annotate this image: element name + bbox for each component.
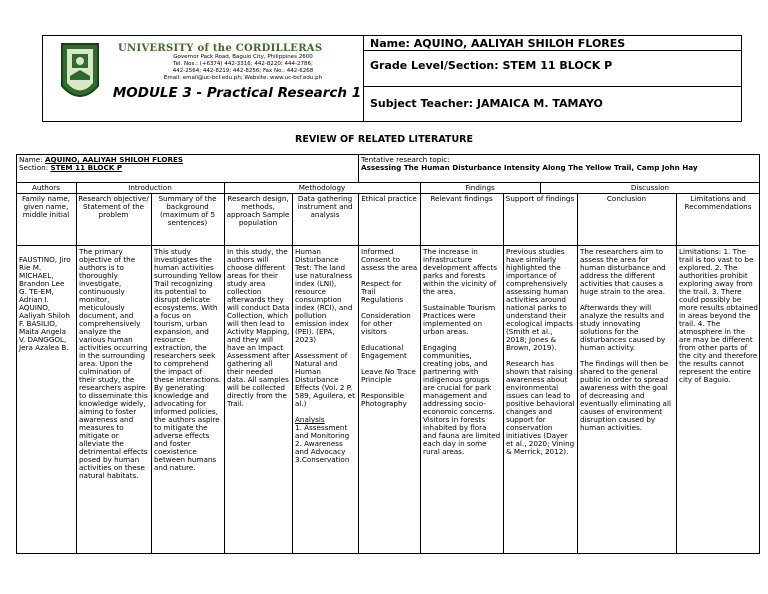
page-title: REVIEW OF RELATED LITERATURE bbox=[295, 134, 473, 145]
student-name: Name: AQUINO, AALIYAH SHILOH FLORES bbox=[370, 37, 626, 50]
address-line: Email: email@uc-bcf.edu.ph; Website: www.uc-bcf.edu.ph bbox=[163, 75, 323, 81]
header-divider bbox=[363, 35, 364, 122]
col-header: Limitations and Recommendations bbox=[684, 194, 752, 211]
name-info: Name: AQUINO, AALIYAH SHILOH FLORES bbox=[19, 155, 184, 164]
header-rule bbox=[363, 50, 742, 51]
col-header: Family name, given name, middle initial bbox=[21, 194, 71, 219]
relevant-findings-cell: The increase in infrastructure development affects parks and forests within the vicinity of the area. Sustainable Tourism Practices were implemented on urban areas. Engaging communities, creating jobs, and partnering with indigenous groups are crucial for park management and addressing socio-economic concerns. Visitors in forests inhabited by flora and fauna are limited each day in some rural areas. bbox=[423, 247, 501, 456]
col-header: Research objective/ Statement of the problem bbox=[78, 194, 149, 219]
objective-cell: The primary objective of the authors is to thoroughly investigate, continuously monitor, meticulously document, and comprehensively analyze the various human activities occurring in the surrounding area. Upon the culmination of their study, the researchers aspire to disseminate this knowledge widely, aiming to foster awareness and measures to mitigate or alleviate the detrimental effects posed by human activities on these natural habitats. bbox=[79, 247, 148, 480]
university-seal-icon bbox=[58, 40, 102, 108]
address-line: 442-2564; 442-8219; 442-8256; Fax No.: 442-6268 bbox=[172, 68, 314, 74]
address-line: Tel. Nos.: (+6374) 442-3316; 442-8220; 444-2786; bbox=[173, 61, 313, 67]
group-methodology: Methodology bbox=[298, 183, 346, 192]
group-authors: Authors bbox=[32, 183, 60, 192]
background-cell: This study investigates the human activities surrounding Yellow Trail recognizing its potential to disrupt delicate ecosystems. With a focus on tourism, urban expansion, and resource extraction, the researchers seek to comprehend the impact of these interactions. By generating knowledge and advocating for informed policies, the authors aspire to mitigate the adverse effects and foster coexistence between humans and nature. bbox=[154, 247, 222, 472]
limitations-cell: Limitations: 1. The trail is too vast to be explored. 2. The authorities prohibit exploring away from the trail. 3. There could possibly be more results obtained in areas beyond the trail. 4. The atmosphere in the are may be different from other parts of the city and therefore the results cannot represent the entire city of Baguio. bbox=[679, 247, 758, 384]
header-rule bbox=[363, 86, 742, 87]
subject-teacher: Subject Teacher: JAMAICA M. TAMAYO bbox=[370, 97, 603, 110]
grade-section: Grade Level/Section: STEM 11 BLOCK P bbox=[370, 59, 613, 72]
section-info: Section: STEM 11 BLOCK P bbox=[19, 163, 123, 172]
col-header: Relevant findings bbox=[430, 194, 493, 203]
col-header: Support of findings bbox=[505, 194, 575, 203]
instrument-cell: Human Disturbance Test: The land use naturalness index (LNI), resource consumption index (RCI), and pollution emission index (PEI). (EPA, 2023) Assessment of Natural and Human Disturbance Effects (Vol. 2 P. 589, Aguilera, et al.) Analysis 1. Assessment and Monitoring 2. Awareness and Advocacy 3.Conservation bbox=[295, 247, 355, 464]
col-header: Summary of the background (maximum of 5 sentences) bbox=[158, 194, 217, 227]
university-block bbox=[118, 43, 348, 82]
topic-label: Tentative research topic: bbox=[361, 155, 450, 164]
topic-value: Assessing The Human Disturbance Intensity Along The Yellow Trail, Camp John Hay bbox=[361, 163, 698, 172]
support-findings-cell: Previous studies have similarly highlighted the importance of comprehensively assessing human activities around national parks to understand their ecological impacts (Smith et al., 2018; Jones & Brown, 2019). Research has shown that raising awareness about environmental issues can lead to positive behavioral changes and support for conservation initiatives (Dayer et al., 2020; Vining & Merrick, 2012). bbox=[506, 247, 575, 456]
design-cell: In this study, the authors will choose different areas for their study area collection afterwards they will conduct Data Collection, which will then lead to Activity Mapping, and they will have an Impact Assessment after gathering all their needed data. All samples will be collected directly from the Trail. bbox=[227, 247, 290, 408]
group-findings: Findings bbox=[465, 183, 495, 192]
conclusion-cell: The researchers aim to assess the area for human disturbance and address the different activities that causes a huge strain to the area. Afterwards they will analyze the results and study innovating solutions for the disturbances caused by human activity. The findings will then be shared to the general public in order to spread awareness with the goal of decreasing and eventually eliminating all causes of environment disruption caused by human activities. bbox=[580, 247, 671, 432]
col-header: Conclusion bbox=[606, 194, 647, 203]
module-title: MODULE 3 - Practical Research 1 bbox=[112, 85, 362, 101]
university-name: UNIVERSITY of the CORDILLERAS bbox=[118, 43, 323, 54]
col-header: Ethical practice bbox=[361, 194, 417, 203]
col-header: Data gathering instrument and analysis bbox=[297, 194, 353, 219]
ethical-cell: Informed Consent to assess the area Respect for Trail Regulations Consideration for other visitors Educational Engagement Leave No Trace Principle Responsible Photography bbox=[361, 247, 418, 408]
group-introduction: Introduction bbox=[128, 183, 172, 192]
col-header: Research design, methods, approach Sample population bbox=[226, 194, 290, 227]
group-discussion: Discussion bbox=[630, 183, 670, 192]
address-line: Governor Pack Road, Baguio City, Philippines 2600 bbox=[173, 54, 313, 60]
authors-cell: FAUSTINO, Jiro Rie M. MICHAEL, Brandon Lee G. TE-EM, Adrian I. AQUINO, Aaliyah Shiloh F. BASILIO, Maita Angela V. DANGGOL, Jera Azalea B. bbox=[19, 255, 71, 352]
